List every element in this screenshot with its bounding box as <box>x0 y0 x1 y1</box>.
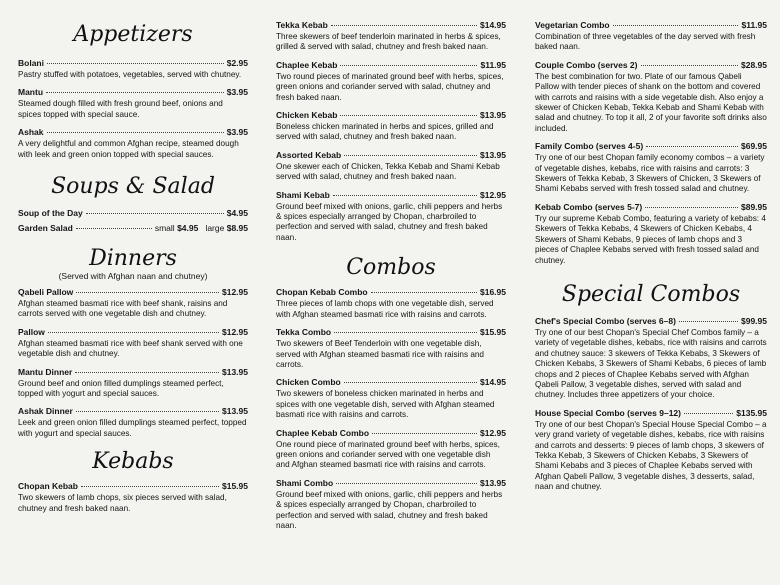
menu-item-vegetarian-combo <box>535 20 767 53</box>
item-name: Ashak Dinner <box>18 406 73 417</box>
menu-item-soup-of-the-day <box>18 208 248 219</box>
dot-leader <box>336 483 477 484</box>
item-description: Ground beef mixed with onions, garlic, chili peppers and herbs & spices especially arranged by Chopan, charbroiled to perfection and served with salad, chutney and fresh baked naan. <box>276 201 503 242</box>
item-name: Tekka Kebab <box>276 20 328 30</box>
item-description: Afghan steamed basmati rice with beef shank served with one vegetable dish and chutney. <box>18 338 243 359</box>
dot-leader <box>81 486 219 487</box>
menu-item-pallow <box>18 327 248 360</box>
dot-leader <box>344 155 477 156</box>
item-description: Try our supreme Kebab Combo, featuring a variety of kebabs: 4 Skewers of Tekka Kebabs, 4 Skewers of Chicken Kebabs, 4 Skewers of Shami Kebabs, 9 pieces of lamb chops and 3 pieces of Chaplee Kebabs served with fresh tossed salad and chutney. <box>535 213 766 265</box>
item-name: Soup of the Day <box>18 208 83 219</box>
item-description: One round piece of marinated ground beef with herbs, spices, green onions and coriander served with one vegetable dish and Afghan steamed basmati rice with raisins and carrots. <box>276 439 500 470</box>
section-title-special-combos: Special Combos <box>561 281 741 307</box>
section-title-dinners: Dinners <box>89 246 177 272</box>
dot-leader <box>331 25 477 26</box>
menu-item-chopan-kebab-combo <box>276 287 506 320</box>
item-price: $4.95 <box>226 208 248 219</box>
item-name: Garden Salad <box>18 223 73 234</box>
dot-leader <box>48 332 219 333</box>
dot-leader <box>645 207 738 208</box>
menu-item-ashak-dinner <box>18 406 248 439</box>
menu-item-tekka-kebab <box>276 20 506 53</box>
item-name: Mantu Dinner <box>18 366 73 377</box>
dot-leader <box>371 292 477 293</box>
item-price: $11.95 <box>741 20 767 30</box>
item-name: Tekka Combo <box>276 327 332 338</box>
item-name: Shami Combo <box>276 477 334 488</box>
section-subtitle-dinners: (Served with Afghan naan and chutney) <box>58 271 208 282</box>
section-title-combos: Combos <box>346 255 436 281</box>
item-description: Two round pieces of marinated ground beef with herbs, spices, green onions and coriander served with salad, chutney and fresh baked naan. <box>276 71 504 102</box>
item-name: Qabeli Pallow <box>18 287 74 298</box>
dot-leader <box>333 195 477 196</box>
dot-leader <box>372 433 477 434</box>
item-price: $11.95 <box>480 59 506 70</box>
item-description: Two skewers of boneless chicken marinated in herbs and spices with one vegetable dish, served with Afghan steamed basmati rice with raisins and carrots. <box>276 389 495 420</box>
item-price: $28.95 <box>741 59 767 70</box>
menu-item-couple-combo <box>535 60 767 134</box>
item-name: Chef's Special Combo (serves 6–8) <box>535 315 676 326</box>
item-price-large: $8.95 <box>226 223 248 234</box>
item-price: $12.95 <box>480 189 506 200</box>
item-price: $12.95 <box>480 427 506 438</box>
menu-item-bolani <box>18 58 248 80</box>
menu-item-chaplee-kebab-combo <box>276 428 506 471</box>
item-price: $13.95 <box>480 110 506 121</box>
menu-item-kebab-combo <box>535 202 767 266</box>
menu-item-garden-salad <box>18 223 248 234</box>
item-price: $89.95 <box>741 201 767 212</box>
dot-leader <box>344 382 477 383</box>
item-name: Chicken Combo <box>276 377 341 388</box>
item-description: Ground beef mixed with onions, garlic, chili peppers and herbs & spices especially arranged by Chopan, charbroiled to perfection and served with salad, chutney and fresh baked naan. <box>276 489 503 530</box>
item-price: $13.95 <box>480 149 506 160</box>
item-description: The best combination for two. Plate of our famous Qabeli Pallow with tender pieces of shank on the bottom and covered with carrots and raisins with a side vegetable dish. Also enjoy a skewer of Chicken Kebab, Tekka Kebab and Shami Kebab with salad and chutney. To top it all, 2 of your favorite soft drinks also included. <box>535 71 767 133</box>
section-title-kebabs: Kebabs <box>92 449 174 475</box>
dot-leader <box>340 115 477 116</box>
item-price: $135.95 <box>736 407 767 418</box>
item-price: $15.95 <box>480 327 506 338</box>
menu-item-ashak <box>18 127 248 160</box>
item-price: $3.95 <box>226 127 248 138</box>
dot-leader <box>86 213 224 214</box>
size-label-large: large <box>205 223 225 234</box>
item-price: $69.95 <box>741 141 767 152</box>
dot-leader <box>684 413 733 414</box>
dot-leader <box>641 65 739 66</box>
item-name: Shami Kebab <box>276 189 330 200</box>
item-name: Ashak <box>18 127 44 138</box>
dot-leader <box>47 132 224 133</box>
dot-leader <box>334 332 477 333</box>
size-label-small: small <box>154 223 175 234</box>
menu-item-house-special-combo <box>535 408 767 493</box>
dot-leader <box>47 63 224 64</box>
item-name: Chaplee Kebab <box>276 59 338 70</box>
item-name: Assorted Kebab <box>276 149 342 160</box>
menu-item-chicken-kebab <box>276 110 506 143</box>
menu-item-qabeli-pallow <box>18 287 248 320</box>
item-name: Couple Combo (serves 2) <box>535 59 638 70</box>
item-price: $3.95 <box>226 87 248 98</box>
menu-item-chicken-combo <box>276 377 506 420</box>
menu-item-mantu <box>18 87 248 120</box>
item-description: Try one of our best Chopan family economy combos – a variety of vegetable dishes, kebabs, rice with raisins and carrots: 3 Skewers of Tekka Kebab, 3 Skewers of Chicken, 3 Skewers of Shami Kebabs served with fresh tossed salad and chutney. <box>535 153 765 194</box>
item-description: Afghan steamed basmati rice with beef shank, raisins and carrots served with one vegetable dish and chutney. <box>18 299 228 319</box>
dot-leader <box>76 228 152 229</box>
item-price: $16.95 <box>480 287 506 298</box>
menu-item-chaplee-kebab <box>276 60 506 103</box>
item-price: $2.95 <box>226 58 248 68</box>
dot-leader <box>613 25 739 26</box>
dot-leader <box>340 65 477 66</box>
item-price: $15.95 <box>222 481 248 492</box>
item-name: Pallow <box>18 326 45 337</box>
menu-item-chefs-special-combo <box>535 316 767 401</box>
item-description: Boneless chicken marinated in herbs and spices, grilled and served with salad, chutney and fresh baked naan. <box>276 122 494 142</box>
section-title-appetizers: Appetizers <box>73 22 193 47</box>
dot-leader <box>46 92 224 93</box>
item-price: $12.95 <box>222 326 248 337</box>
item-description: A very delightful and common Afghan recipe, steamed dough with leek and green onion topped with special sauces. <box>18 139 239 159</box>
item-description: Steamed dough filled with fresh ground beef, onions and spices topped with special sauce. <box>18 99 223 119</box>
item-price: $14.95 <box>480 377 506 388</box>
dot-leader <box>646 146 738 147</box>
item-price: $13.95 <box>222 366 248 377</box>
menu-item-chopan-kebab <box>18 481 248 514</box>
dot-leader <box>679 321 738 322</box>
item-description: Try one of our best Chopan's Special House Special Combo – a very grand variety of vegetable dishes, kebabs, rice with raisins and carrots and desserts: 9 pieces of lamb chops, 3 skewers of Tekka Kebab, 3 Skewers of Chicken Kebabs, 3 Skewers of Shami Kebabs and 3 pieces of Chaplee Kebabs served with Afghan Qabeli Pallow, 3 vegetable dishes, 3 desserts, salad, naan and chutney. <box>535 419 767 492</box>
menu-item-tekka-combo <box>276 327 506 370</box>
item-name: Vegetarian Combo <box>535 20 610 30</box>
item-price: $14.95 <box>480 20 506 30</box>
dot-leader <box>76 411 219 412</box>
menu-column-3 <box>535 0 767 585</box>
item-price-small: $4.95 <box>177 223 199 234</box>
item-description: Three pieces of lamb chops with one vegetable dish, served with Afghan steamed basmati rice with raisins and carrots. <box>276 299 494 319</box>
item-name: Kebab Combo (serves 5-7) <box>535 201 643 212</box>
menu-column-2 <box>276 0 506 585</box>
item-description: Combination of three vegetables of the day served with fresh baked naan. <box>535 32 756 52</box>
item-name: Chopan Kebab Combo <box>276 287 368 298</box>
menu-item-shami-kebab <box>276 190 506 244</box>
item-price: $13.95 <box>222 406 248 417</box>
item-description: Ground beef and onion filled dumplings steamed perfect, topped with yogurt and special sauces. <box>18 378 224 399</box>
item-name: Chopan Kebab <box>18 481 78 492</box>
item-name: Bolani <box>18 58 44 68</box>
menu-item-shami-combo <box>276 478 506 532</box>
menu-item-assorted-kebab <box>276 150 506 183</box>
item-price: $12.95 <box>222 287 248 298</box>
item-description: One skewer each of Chicken, Tekka Kebab and Shami Kebab served with salad, chutney and fresh baked naan. <box>276 161 500 182</box>
item-description: Two skewers of lamb chops, six pieces served with salad, chutney and fresh baked naan. <box>18 493 227 513</box>
item-description: Three skewers of beef tenderloin marinated in herbs & spices, grilled & served with salad, chutney and fresh baked naan. <box>276 32 501 52</box>
item-description: Try one of our best Chopan's Special Chef Combos family – a variety of vegetable dishes, kebabs, rice with raisins and carrots and chutney sauce: 3 skewers of Tekka Kebabs, 3 Skewers of Chicken Kebabs, 3 Skewers of Shami Kebabs, 6 pieces of lamb chops and 2 pieces of Chaplee Kebabs served with Afghan Qabeli Pallow, 3 vegetable dishes, served with salad and chutney. Includes three appetizers of your choice. <box>535 327 767 400</box>
item-name: Chaplee Kebab Combo <box>276 427 370 438</box>
menu-item-mantu-dinner <box>18 367 248 400</box>
item-description: Two skewers of Beef Tenderloin with one vegetable dish, served with Afghan steamed basmati rice with raisins and carrots. <box>276 339 484 369</box>
item-name: Family Combo (serves 4-5) <box>535 141 644 152</box>
item-description: Pastry stuffed with potatoes, vegetables, served with chutney. <box>18 70 242 79</box>
menu-item-family-combo <box>535 141 767 195</box>
item-name: Mantu <box>18 87 44 98</box>
item-name: Chicken Kebab <box>276 110 338 121</box>
dot-leader <box>75 372 219 373</box>
item-name: House Special Combo (serves 9–12) <box>535 407 681 418</box>
section-title-soups-salad: Soups & Salad <box>51 174 215 200</box>
item-price: $99.95 <box>741 315 767 326</box>
dot-leader <box>76 292 219 293</box>
item-price: $13.95 <box>480 477 506 488</box>
item-description: Leek and green onion filled dumplings steamed perfect, topped with yogurt and special sauces. <box>18 418 247 438</box>
menu-column-1 <box>18 0 248 585</box>
